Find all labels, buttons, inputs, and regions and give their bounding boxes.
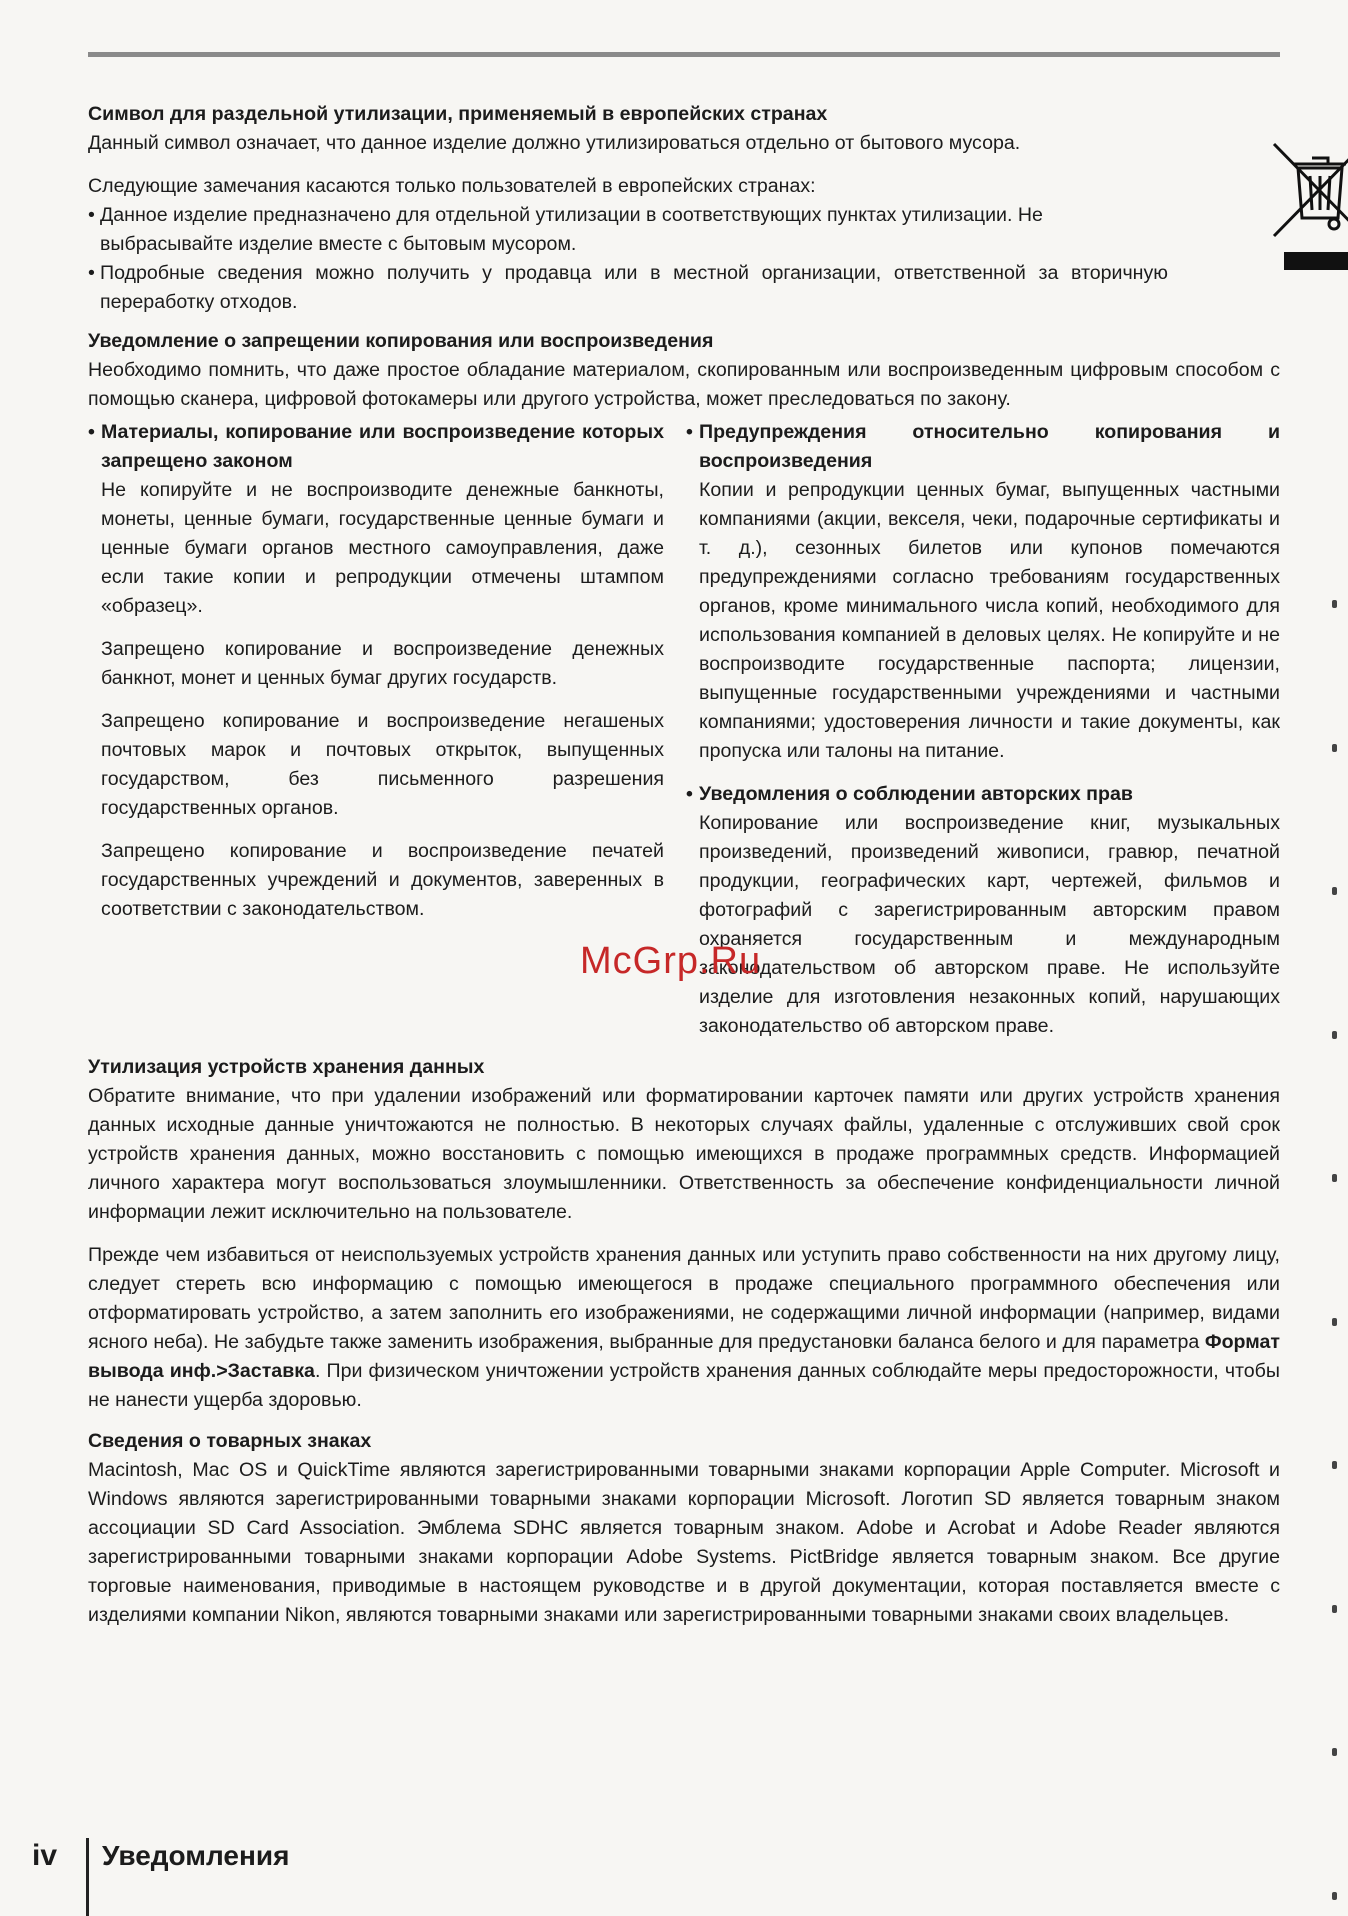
edge-mark bbox=[1332, 600, 1337, 608]
storage-heading: Утилизация устройств хранения данных bbox=[88, 1056, 485, 1078]
edge-mark bbox=[1332, 1605, 1337, 1613]
watermark: McGrp.Ru bbox=[580, 940, 762, 982]
page-footer bbox=[0, 1838, 1348, 1916]
edge-mark bbox=[1332, 1748, 1337, 1756]
storage-text: . При физическом уничтожении устройств хранения данных соблюдайте меры предосторожности, чтобы не нанести ущерба здоровью. bbox=[88, 1360, 1280, 1411]
right-paragraph: Копии и репродукции ценных бумаг, выпущенных частными компаниями (акции, векселя, чеки, подарочные сертификаты и т. д.), сезонных билетов или купонов помечаются предупреждениями согласно требованиям государственных органов, кроме минимального числа копий, необходимого для использования компанией в деловых целях. Не копируйте и не воспроизводите государственные паспорта; лицензии, выпущенные государственными учреждениями и частными компаниями; удостоверения личности и такие документы, как пропуска или талоны на питание. bbox=[699, 479, 1280, 762]
left-paragraph: Не копируйте и не воспроизводите денежные банкноты, монеты, ценные бумаги, государственные ценные бумаги и ценные бумаги органов местного самоуправления, даже если такие копии и репродукции отмечены штампом «образец». bbox=[101, 479, 664, 617]
left-column bbox=[88, 418, 664, 1041]
left-column-heading: • Материалы, копирование или воспроизведение которых запрещено законом bbox=[88, 418, 664, 476]
disposal-bullet: • Данное изделие предназначено для отдельной утилизации в соответствующих пунктах утилизации. Не выбрасывайте изделие вместе с бытовым мусором. bbox=[88, 201, 1168, 259]
edge-mark bbox=[1332, 1031, 1337, 1039]
trademarks-paragraph: Macintosh, Mac OS и QuickTime являются зарегистрированными товарными знаками корпорации Apple Computer. Microsoft и Windows являются зарегистрированными товарными знаками корпорации Microsoft. Логотип SD является товарным знаком ассоциации SD Card Association. Эмблема SDHC является товарным знаком. Adobe и Acrobat и Adobe Reader являются зарегистрированными товарными знаками корпорации Adobe Systems. PictBridge является товарным знаком. Все другие торговые наименования, приводимые в настоящем руководстве и в другой документации, которая поставляется вместе с изделиями компании Nikon, являются товарными знаками или зарегистрированными товарными знаками своих владельцев. bbox=[88, 1459, 1280, 1626]
copy-notice-section bbox=[88, 327, 1280, 1041]
edge-mark bbox=[1332, 1174, 1337, 1182]
page-content bbox=[88, 100, 1280, 1630]
storage-paragraph: Обратите внимание, что при удалении изображений или форматировании карточек памяти или других устройств хранения данных исходные данные уничтожаются не полностью. В некоторых случаях файлы, удаленные с отслуживших свой срок устройств хранения данных, можно восстановить с помощью имеющихся в продаже программных средств. Информацией личного характера могут воспользоваться злоумышленники. Ответственность за обеспечение конфиденциальности личной информации лежит исключительно на пользователе. bbox=[88, 1085, 1280, 1223]
disposal-note: Следующие замечания касаются только пользователей в европейских странах: bbox=[88, 175, 816, 197]
right-paragraph: Копирование или воспроизведение книг, музыкальных произведений, произведений живописи, гравюр, печатной продукции, географических карт, чертежей, фильмов и фотографий с зарегистрированным авторским правом охраняется государственным и международным законодательством об авторском праве. Не используйте изделие для изготовления незаконных копий, нарушающих законодательство об авторском праве. bbox=[699, 812, 1280, 1037]
right-column bbox=[686, 418, 1280, 1041]
edge-mark bbox=[1332, 1892, 1337, 1900]
edge-mark bbox=[1332, 744, 1337, 752]
copy-notice-intro: Необходимо помнить, что даже простое обладание материалом, скопированным или воспроизведенным цифровым способом с помощью сканера, цифровой фотокамеры или другого устройства, может преследоваться по закону. bbox=[88, 359, 1280, 410]
disposal-intro: Данный символ означает, что данное изделие должно утилизироваться отдельно от бытового мусора. bbox=[88, 132, 1021, 154]
copy-notice-heading: Уведомление о запрещении копирования или воспроизведения bbox=[88, 330, 714, 352]
left-paragraph: Запрещено копирование и воспроизведение печатей государственных учреждений и документов, заверенных в соответствии с законодательством. bbox=[101, 840, 664, 920]
page-number: iv bbox=[32, 1839, 58, 1872]
storage-paragraph bbox=[88, 1241, 1280, 1415]
copyright-heading: • Уведомления о соблюдении авторских прав bbox=[686, 780, 1280, 809]
edge-mark bbox=[1332, 887, 1337, 895]
crossed-out-wheelie-bin-icon bbox=[1268, 138, 1348, 268]
menu-path: Формат вывода инф.>Заставка bbox=[88, 1331, 1280, 1382]
trademarks-heading: Сведения о товарных знаках bbox=[88, 1430, 372, 1452]
disposal-bullet: • Подробные сведения можно получить у продавца или в местной организации, ответственной за вторичную переработку отходов. bbox=[88, 259, 1168, 317]
left-paragraph: Запрещено копирование и воспроизведение негашеных почтовых марок и почтовых открыток, выпущенных государством, без письменного разрешения государственных органов. bbox=[101, 710, 664, 819]
top-rule bbox=[88, 52, 1280, 57]
storage-text: Прежде чем избавиться от неиспользуемых устройств хранения данных или уступить право собственности на них другому лицу, следует стереть всю информацию с помощью имеющегося в продаже специального программного обеспечения или отформатировать устройство, а затем заполнить его изображениями, не содержащими личной информации (например, видами ясного неба). Не забудьте также заменить изображения, выбранные для предустановки баланса белого и для параметра bbox=[88, 1244, 1280, 1353]
left-paragraph: Запрещено копирование и воспроизведение денежных банкнот, монет и ценных бумаг других государств. bbox=[101, 638, 664, 689]
page-edge-marks bbox=[1332, 600, 1340, 1900]
disposal-section bbox=[88, 100, 1268, 317]
storage-section bbox=[88, 1053, 1280, 1415]
edge-mark bbox=[1332, 1461, 1337, 1469]
trademarks-section bbox=[88, 1427, 1280, 1630]
footer-title: Уведомления bbox=[102, 1840, 290, 1871]
edge-mark bbox=[1332, 1318, 1337, 1326]
disposal-heading: Символ для раздельной утилизации, применяемый в европейских странах bbox=[88, 103, 828, 125]
bin-underline-bar bbox=[1284, 252, 1348, 270]
footer-divider bbox=[86, 1838, 89, 1916]
right-column-heading: • Предупреждения относительно копирования и воспроизведения bbox=[686, 418, 1280, 476]
